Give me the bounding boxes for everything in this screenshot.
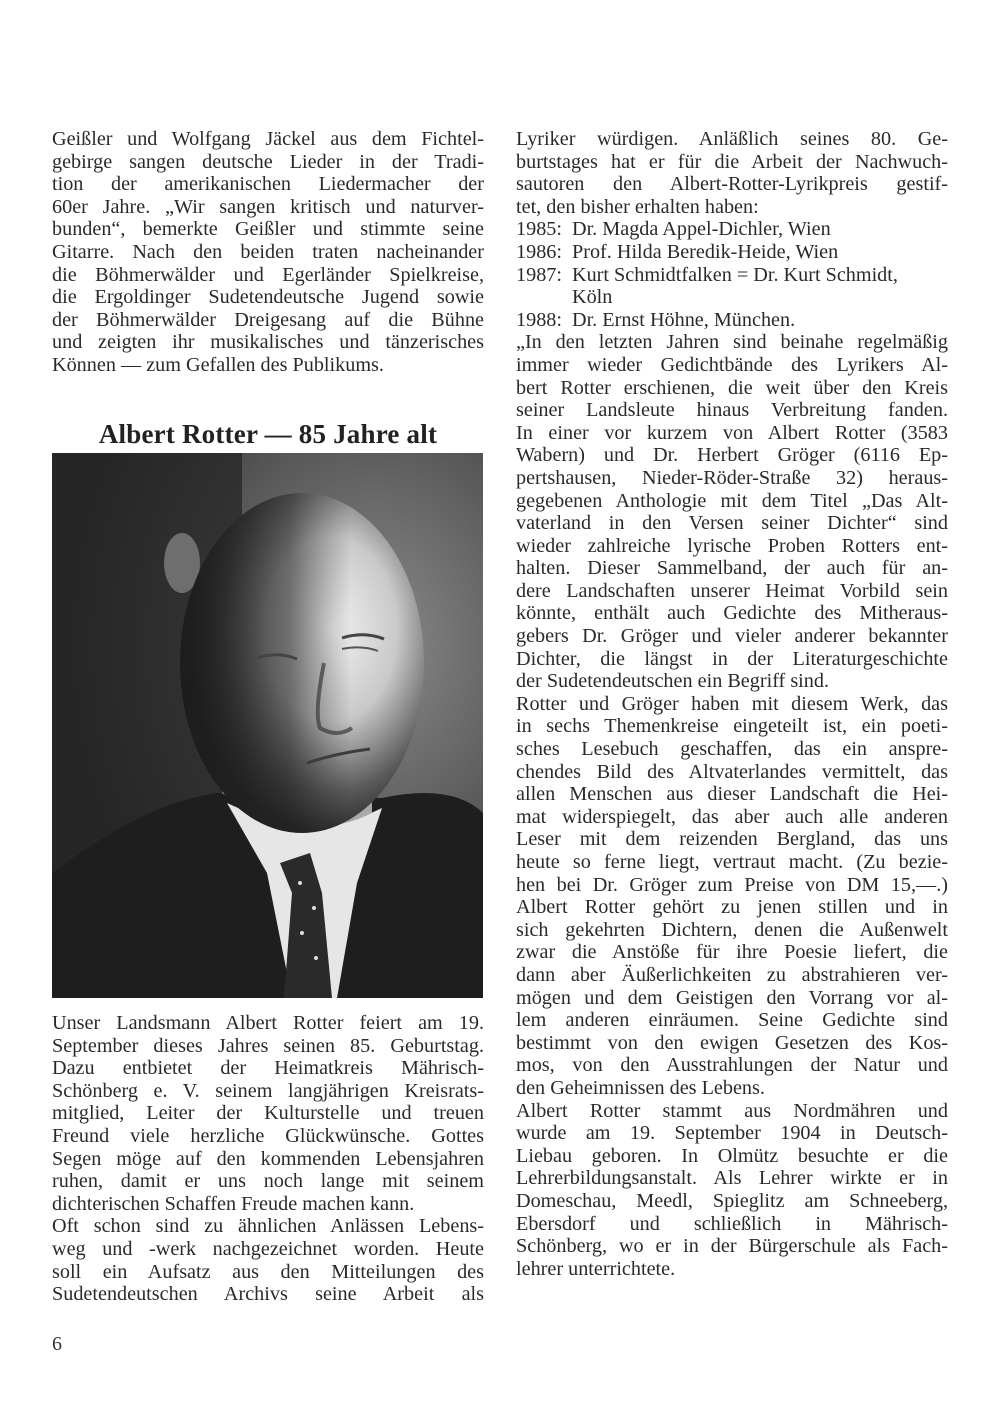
- text-line: immer wieder Gedichtbände des Lyrikers Al-: [516, 353, 948, 376]
- text-line: den Geheimnissen des Lebens.: [516, 1076, 765, 1099]
- text-line: ruhen, damit er uns noch lange mit seinem: [52, 1170, 484, 1193]
- text-line: seiner Landsleute hinaus Verbreitung fanden.: [516, 399, 948, 422]
- text-line: sches Lesebuch geschaffen, das ein anspre-: [516, 738, 948, 761]
- text-line: pertshausen, Nieder-Röder-Straße 32) heraus-: [516, 466, 948, 489]
- text-line: mitglied, Leiter der Kulturstelle und treuen: [52, 1102, 484, 1125]
- award-recipient: Dr. Ernst Höhne, München.: [572, 308, 796, 331]
- text-line: die Böhmerwälder und Egerländer Spielkreise,: [52, 263, 484, 286]
- text-line: „In den letzten Jahren sind beinahe regelmäßig: [516, 331, 948, 354]
- text-line: und zeigten ihr musikalisches und tänzerisches: [52, 331, 484, 354]
- award-year: 1988:: [516, 308, 562, 331]
- text-line: gegebenen Anthologie mit dem Titel „Das Alt-: [516, 489, 948, 512]
- text-line: burtstages hat er für die Arbeit der Nachwuch-: [516, 150, 948, 173]
- text-line: Gitarre. Nach den beiden traten nacheinander: [52, 240, 484, 263]
- text-line: wieder zahlreiche lyrische Proben Rotters ent-: [516, 534, 948, 557]
- portrait-photo: [52, 453, 483, 998]
- article-headline: Albert Rotter — 85 Jahre alt: [98, 419, 438, 449]
- text-line: Dazu entbietet der Heimatkreis Mährisch-: [52, 1057, 484, 1080]
- text-line: Domeschau, Meedl, Spieglitz am Schneeberg,: [516, 1189, 948, 1212]
- text-line: halten. Dieser Sammelband, der auch für an-: [516, 557, 948, 580]
- text-line: sautoren den Albert-Rotter-Lyrikpreis gestif-: [516, 173, 948, 196]
- left-column-intro: [52, 128, 484, 377]
- text-line: allen Menschen aus dieser Landschaft die Hei-: [516, 783, 948, 806]
- text-line: dichterischen Schaffen Freude machen kann.: [52, 1192, 415, 1215]
- text-line: soll ein Aufsatz aus den Mitteilungen des: [52, 1260, 484, 1283]
- text-line: dann aber Äußerlichkeiten zu abstrahieren ver-: [516, 963, 948, 986]
- award-recipient: Kurt Schmidtfalken = Dr. Kurt Schmidt,: [572, 263, 898, 286]
- text-line: In einer vor kurzem von Albert Rotter (3583: [516, 421, 948, 444]
- text-line: der Böhmerwälder Dreigesang auf die Bühne: [52, 308, 484, 331]
- text-line: chendes Bild des Altvaterlandes vermittelt, das: [516, 760, 948, 783]
- text-line: Albert Rotter stammt aus Nordmähren und: [516, 1099, 948, 1122]
- text-line: vaterland in den Versen seiner Dichter“ sind: [516, 512, 948, 535]
- award-recipient: Dr. Magda Appel-Dichler, Wien: [572, 218, 831, 241]
- text-line: Segen möge auf den kommenden Lebensjahren: [52, 1147, 484, 1170]
- text-line: tion der amerikanischen Liedermacher der: [52, 173, 484, 196]
- text-line: bunden“, bemerkte Geißler und stimmte seine: [52, 218, 484, 241]
- award-year: 1987:: [516, 263, 562, 286]
- text-line: 60er Jahre. „Wir sangen kritisch und naturver-: [52, 195, 484, 218]
- text-line: Geißler und Wolfgang Jäckel aus dem Fichtel-: [52, 128, 484, 150]
- text-line: in sechs Themenkreise eingeteilt ist, ein poeti-: [516, 715, 948, 738]
- page-number: 6: [52, 1333, 62, 1355]
- award-year: 1986:: [516, 240, 562, 263]
- text-line: Ebersdorf und schließlich in Mährisch-: [516, 1212, 948, 1235]
- award-recipient: Prof. Hilda Beredik-Heide, Wien: [572, 240, 839, 263]
- text-line: Lehrerbildungsanstalt. Als Lehrer wirkte er in: [516, 1167, 948, 1190]
- text-line: der Sudetendeutschen ein Begriff sind.: [516, 670, 830, 693]
- text-line: mat widerspiegelt, das aber auch alle anderen: [516, 805, 948, 828]
- text-line: tet, den bisher erhalten haben:: [516, 195, 759, 218]
- text-line: Albert Rotter gehört zu jenen stillen und in: [516, 896, 948, 919]
- text-line: gebirge sangen deutsche Lieder in der Tradi-: [52, 150, 484, 173]
- text-line: Wabern) und Dr. Herbert Gröger (6116 Ep-: [516, 444, 948, 467]
- text-line: Dichter, die längst in der Literaturgeschichte: [516, 647, 948, 670]
- text-line: Rotter und Gröger haben mit diesem Werk, das: [516, 692, 948, 715]
- text-line: heute so ferne liegt, vertraut macht. (Zu bezie-: [516, 851, 948, 873]
- text-line: könnte, enthält auch Gedichte des Mitheraus-: [516, 602, 948, 625]
- article-body-left: [52, 1012, 484, 1306]
- text-line: Können — zum Gefallen des Publikums.: [52, 353, 384, 376]
- text-line: hen bei Dr. Gröger zum Preise von DM 15,—.): [516, 873, 948, 896]
- portrait-image: [52, 453, 483, 998]
- award-recipient-continued: Köln: [572, 286, 613, 309]
- text-line: gebers Dr. Gröger und vieler anderer bekannter: [516, 625, 948, 648]
- text-line: Unser Landsmann Albert Rotter feiert am 19.: [52, 1012, 484, 1034]
- text-line: mögen und dem Geistigen den Vorrang vor al-: [516, 986, 948, 1009]
- award-item: [516, 309, 948, 332]
- text-line: Liebau geboren. In Olmütz besuchte er die: [516, 1144, 948, 1167]
- text-line: dere Landschaften unserer Heimat Vorbild sein: [516, 579, 948, 602]
- text-line: Oft schon sind zu ähnlichen Anlässen Lebens-: [52, 1215, 484, 1238]
- text-line: September dieses Jahres seinen 85. Geburtstag.: [52, 1034, 484, 1057]
- text-line: Freund viele herzliche Glückwünsche. Gottes: [52, 1124, 484, 1147]
- text-line: Schönberg e. V. seinem langjährigen Kreisrats-: [52, 1079, 484, 1102]
- text-line: lehrer unterrichtete.: [516, 1257, 676, 1280]
- text-line: lem anderen einräumen. Seine Gedichte sind: [516, 1009, 948, 1032]
- text-line: Lyriker würdigen. Anläßlich seines 80. Ge-: [516, 128, 948, 150]
- text-line: bert Rotter erschienen, die weit über den Kreis: [516, 376, 948, 399]
- text-line: Leser mit dem reizenden Bergland, das uns: [516, 828, 948, 851]
- text-line: bestimmt von den ewigen Gesetzen des Kos-: [516, 1031, 948, 1054]
- text-line: Sudetendeutschen Archivs seine Arbeit als: [52, 1283, 484, 1306]
- award-item: [516, 218, 948, 241]
- text-line: wurde am 19. September 1904 in Deutsch-: [516, 1122, 948, 1145]
- text-line: mos, von den Ausstrahlungen der Natur und: [516, 1054, 948, 1077]
- award-list: [516, 218, 948, 331]
- award-item: [516, 241, 948, 264]
- text-line: sich gekehrten Dichtern, denen die Außenwelt: [516, 918, 948, 941]
- text-line: weg und -werk nachgezeichnet worden. Heute: [52, 1237, 484, 1260]
- text-line: zwar die Anstöße für ihre Poesie liefert, die: [516, 941, 948, 964]
- right-column: [516, 128, 948, 1280]
- award-item: [516, 264, 948, 287]
- text-line: Schönberg, wo er in der Bürgerschule als Fach-: [516, 1235, 948, 1258]
- award-year: 1985:: [516, 218, 562, 241]
- text-line: die Ergoldinger Sudetendeutsche Jugend sowie: [52, 286, 484, 309]
